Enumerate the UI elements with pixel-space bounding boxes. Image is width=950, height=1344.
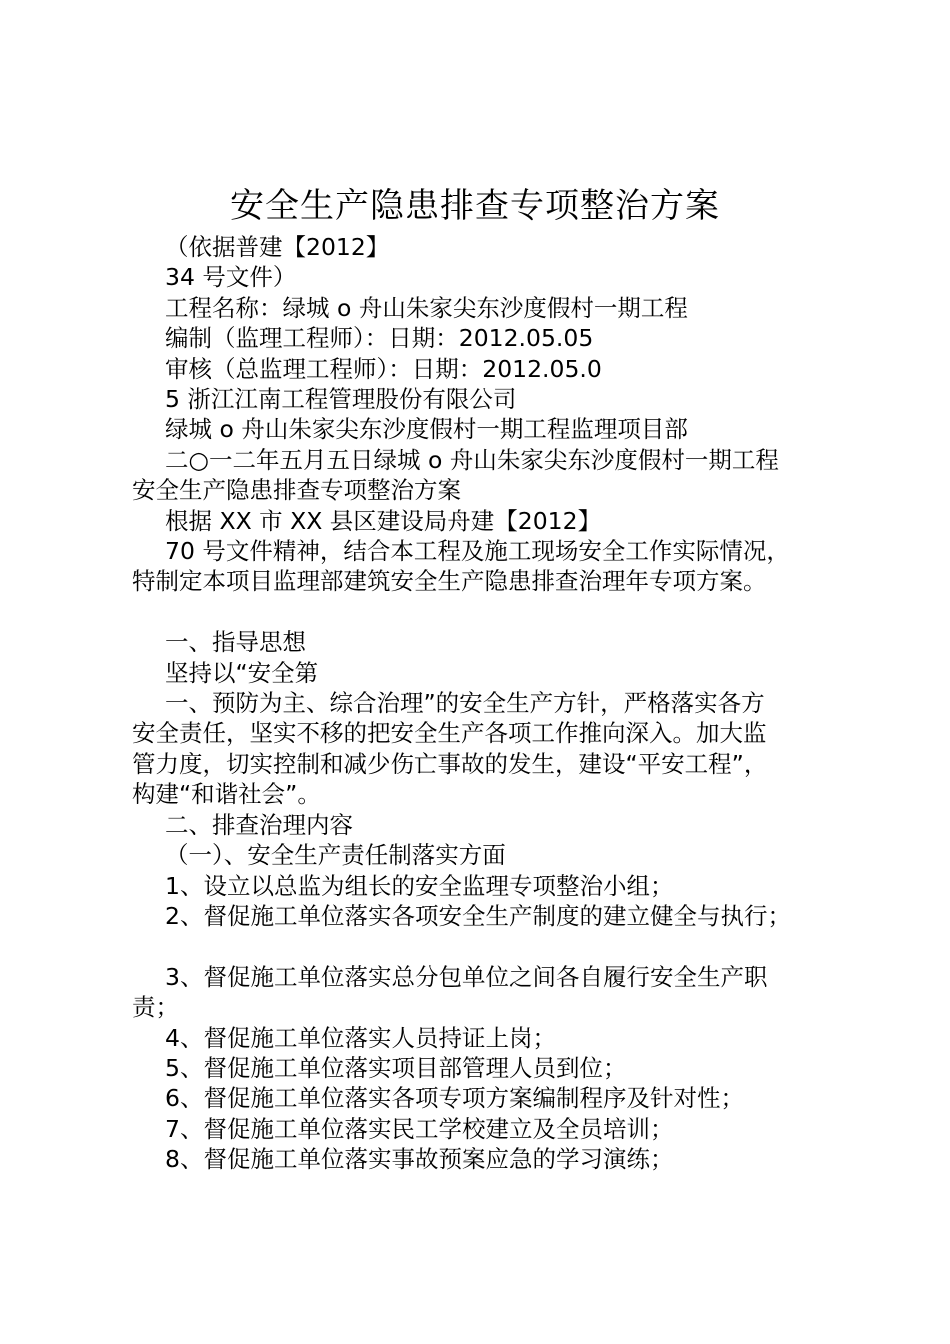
section-heading-2: 二、排查治理内容 — [165, 810, 353, 839]
paragraph-line: 特制定本项目监理部建筑安全生产隐患排查治理年专项方案。 — [132, 567, 767, 596]
basis-line-1: （依据普建【2012】 — [165, 233, 390, 261]
paragraph-line: 根据 XX 市 XX 县区建设局舟建【2012】 — [165, 506, 602, 535]
subsection-heading: （一）、安全生产责任制落实方面 — [165, 841, 506, 870]
basis-line-2: 34 号文件） — [165, 263, 297, 292]
company-line: 5 浙江江南工程管理股份有限公司 — [165, 385, 517, 414]
list-item: 1、设立以总监为组长的安全监理专项整治小组； — [165, 871, 674, 900]
date-line: 二○一二年五月五日绿城 o 舟山朱家尖东沙度假村一期工程 — [165, 445, 779, 474]
paragraph-line: 安全责任，坚实不移的把安全生产各项工作推向深入。加大监 — [132, 719, 767, 748]
list-item: 2、督促施工单位落实各项安全生产制度的建立健全与执行； — [165, 901, 791, 930]
reviewer-line: 审核（总监理工程师）：日期：2012.05.0 — [165, 354, 602, 383]
section-heading-1: 一、指导思想 — [165, 628, 306, 657]
list-item: 6、督促施工单位落实各项专项方案编制程序及针对性； — [165, 1084, 744, 1113]
list-item: 8、督促施工单位落实事故预案应急的学习演练； — [165, 1145, 674, 1174]
paragraph-line: 坚持以“安全第 — [165, 658, 319, 687]
document-body — [132, 232, 852, 1175]
list-item: 4、督促施工单位落实人员持证上岗； — [165, 1023, 556, 1052]
list-item-continuation: 责； — [132, 993, 179, 1022]
paragraph-line: 一、预防为主、综合治理”的安全生产方针，严格落实各方 — [165, 689, 765, 718]
project-name: 工程名称：绿城 o 舟山朱家尖东沙度假村一期工程 — [165, 293, 688, 322]
paragraph-line: 安全生产隐患排查专项整治方案 — [132, 476, 461, 505]
paragraph-line: 管力度，切实控制和减少伤亡事故的发生，建设“平安工程”， — [132, 749, 768, 778]
list-item: 5、督促施工单位落实项目部管理人员到位； — [165, 1053, 627, 1082]
department-line: 绿城 o 舟山朱家尖东沙度假村一期工程监理项目部 — [165, 415, 688, 444]
blank-line — [132, 931, 852, 961]
list-item: 3、督促施工单位落实总分包单位之间各自履行安全生产职 — [165, 962, 768, 991]
paragraph-line: 构建“和谐社会”。 — [132, 780, 321, 809]
paragraph-line: 70 号文件精神，结合本工程及施工现场安全工作实际情况， — [165, 537, 790, 566]
document-title: 安全生产隐患排查专项整治方案 — [230, 186, 720, 226]
list-item: 7、督促施工单位落实民工学校建立及全员培训； — [165, 1114, 674, 1143]
compiler-line: 编制（监理工程师）：日期：2012.05.05 — [165, 324, 594, 353]
blank-line — [132, 597, 852, 627]
